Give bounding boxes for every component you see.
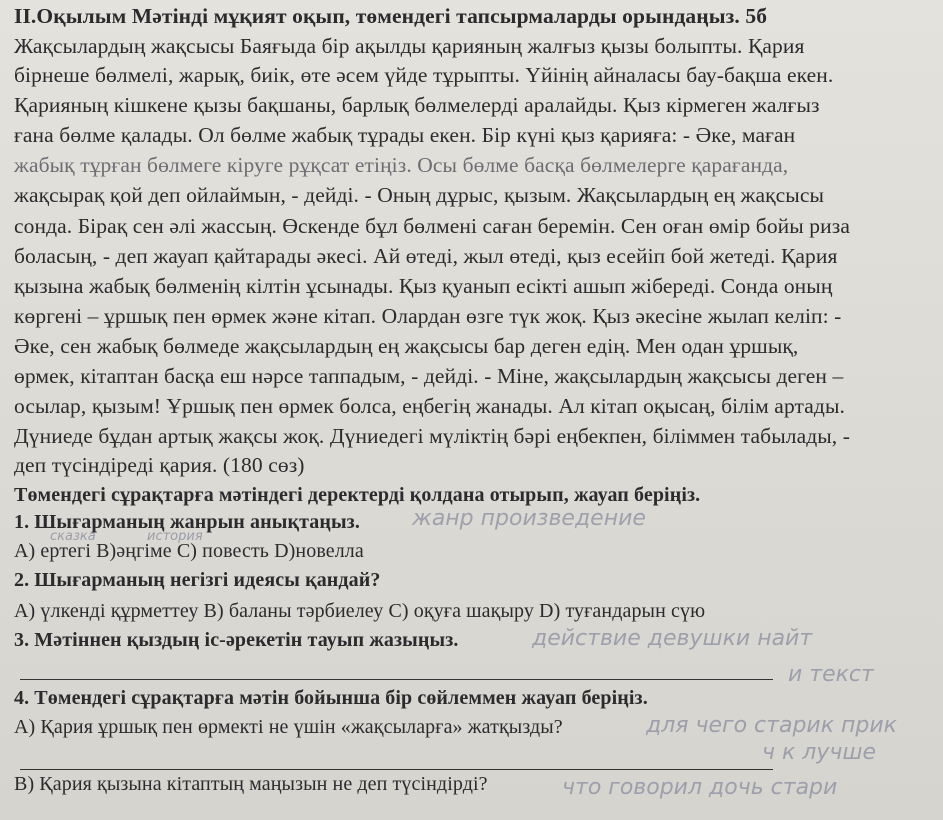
- text-line-8: боласың, - деп жауап қайтарады әкесі. Ай өтеді, жыл өтеді, қыз есейіп бой жетеді. Қария: [14, 244, 838, 268]
- text-line-7: сонда. Бірақ сен әлі жассың. Өскенде бұл бөлмені саған беремін. Сен оған өмір бойы риза: [14, 214, 850, 238]
- question-4: 4. Төмендегі сұрақтарға мәтін бойынша бір сөйлеммен жауап беріңіз.: [14, 687, 648, 709]
- text-line-4: ғана бөлме қалады. Ол бөлме жабық тұрады екен. Бір күні қыз қарияға: - Әке, маған: [14, 123, 796, 147]
- text-line-12: өрмек, кітаптан басқа еш нәрсе таппадым, - дейді. - Міне, жақсылардың жақсысы деген –: [14, 364, 844, 388]
- handwritten-note-q1: жанр произведение: [412, 506, 646, 531]
- questions-instruction: Төмендегі сұрақтарға мәтіндегі деректерді қолдана отырып, жауап беріңіз.: [14, 484, 701, 506]
- handwritten-note-q3-1: действие девушки найт: [532, 626, 813, 651]
- question-2-options: А) үлкенді құрметтеу В) баланы тәрбиелеу С) оқуға шақыру D) туғандарын сүю: [14, 600, 706, 622]
- text-line-6: жақсырақ қой деп ойлаймын, - дейді. - Оның дұрыс, қызым. Жақсылардың ең жақсысы: [14, 183, 825, 207]
- text-line-15: деп түсіндіреді қария. (180 сөз): [14, 453, 305, 477]
- question-3: 3. Мәтіннен қыздың іс-әрекетін тауып жазыңыз.: [14, 629, 459, 651]
- section-heading: ІІ.Оқылым Мәтінді мұқият оқып, төмендегі тапсырмаларды орындаңыз. 5б: [14, 4, 768, 28]
- question-4-b: В) Қария қызына кітаптың маңызын не деп түсіндірді?: [14, 773, 488, 795]
- question-2: 2. Шығарманың негізгі идеясы қандай?: [14, 569, 381, 591]
- text-line-5: жабық тұрған бөлмеге кіруге рұқсат етіңіз. Осы бөлме басқа бөлмелерге қарағанда,: [14, 153, 789, 177]
- handwritten-note-q1-small-a: сказка: [50, 529, 96, 544]
- handwritten-note-q4a-1: для чего старик прик: [646, 713, 897, 738]
- text-line-13: осылар, қызым! Ұршық пен өрмек болса, еңбегің жанады. Ал кітап оқысаң, білім артады.: [14, 394, 845, 418]
- handwritten-note-q1-small-b: история: [147, 529, 203, 544]
- answer-line-q3: [20, 679, 773, 680]
- handwritten-note-q4a-2: ч к лучше: [762, 740, 877, 765]
- question-1-options: А) ертегі В)әңгіме С) повесть D)новелла: [14, 540, 364, 562]
- handwritten-note-q3-2: и текст: [788, 662, 874, 687]
- text-line-3: Қарияның кішкене қызы бақшаны, барлық бөлмелерді аралайды. Қыз кірмеген жалғыз: [14, 93, 820, 117]
- text-line-9: қызына жабық бөлменің кілтін ұсынады. Қыз қуанып есікті ашып жібереді. Сонда оның: [14, 274, 833, 298]
- text-line-11: Әке, сен жабық бөлмеде жақсылардың ең жақсысы бар деген едің. Мен одан ұршық,: [14, 334, 799, 358]
- text-line-14: Дүниеде бұдан артық жақсы жоқ. Дүниедегі мүліктің бәрі еңбекпен, біліммен табылады, -: [14, 424, 851, 448]
- text-line-1: Жақсылардың жақсысы Баяғыда бір ақылды қарияның жалғыз қызы болыпты. Қария: [14, 34, 805, 58]
- text-line-2: бірнеше бөлмелі, жарық, биік, өте әсем үйде тұрыпты. Үйінің айналасы бау-бақша екен.: [14, 63, 834, 87]
- handwritten-note-q4b: что говорил дочь стари: [562, 775, 838, 800]
- question-1: 1. Шығарманың жанрын анықтаңыз.: [14, 511, 360, 533]
- text-line-10: көргені – ұршық пен өрмек және кітап. Олардан өзге түк жоқ. Қыз әкесіне жылап келіп: -: [14, 304, 842, 328]
- question-4-a: А) Қария ұршық пен өрмекті не үшін «жақсыларға» жатқызды?: [14, 716, 563, 738]
